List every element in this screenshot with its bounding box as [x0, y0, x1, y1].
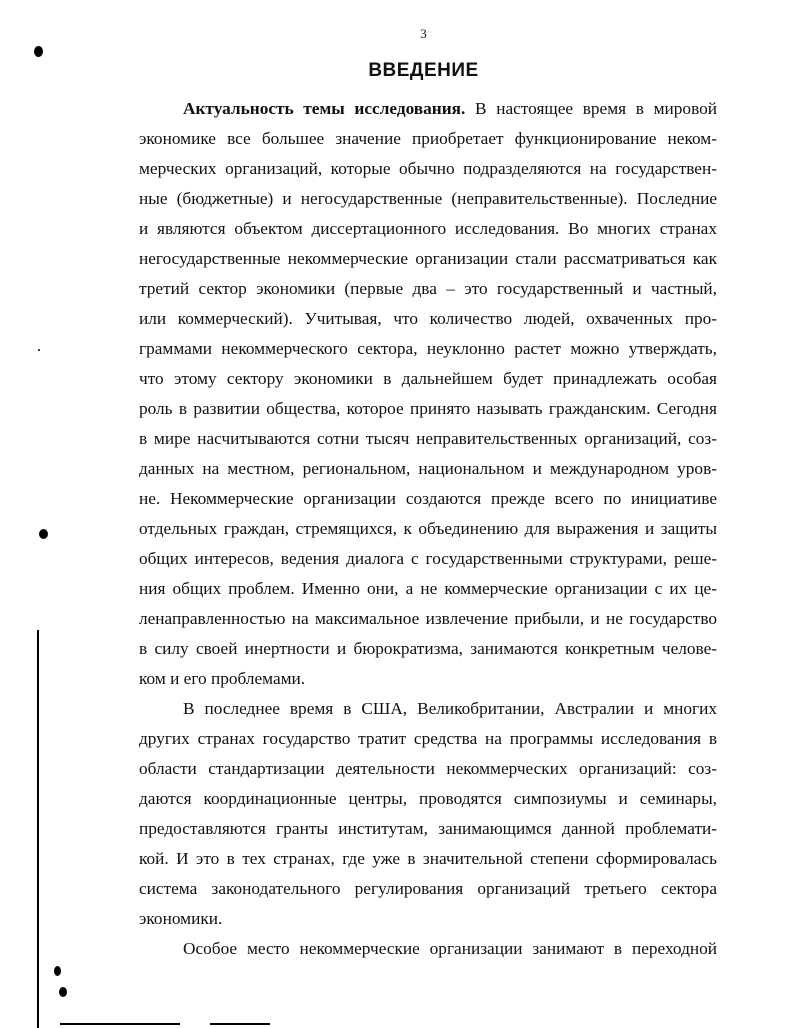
text-line: кой. И это в тех странах, где уже в значительной степени сформировалась	[139, 849, 717, 868]
scan-margin-line	[37, 630, 39, 1028]
text-line: даются координационные центры, проводятся симпозиумы и семинары,	[139, 789, 717, 808]
text-line: в силу своей инертности и бюрократизма, занимаются конкретным челове-	[139, 639, 717, 658]
paragraph-1	[139, 94, 717, 694]
text-line: и являются объектом диссертационного исследования. Во многих странах	[139, 219, 717, 238]
text-line: или коммерческий). Учитывая, что количество людей, охваченных про-	[139, 309, 717, 328]
text-line: Особое место некоммерческие организации занимают в переходной	[183, 939, 717, 958]
scan-speck	[59, 987, 67, 997]
scan-bottom-line	[210, 1023, 270, 1025]
text-line: ные (бюджетные) и негосударственные (неправительственные). Последние	[139, 189, 717, 208]
scan-speck	[39, 529, 48, 539]
text-line: экономике все большее значение приобретает функционирование неком-	[139, 129, 717, 148]
text-line: ния общих проблем. Именно они, а не коммерческие организации с их це-	[139, 579, 717, 598]
text-line: третий сектор экономики (первые два – это государственный и частный,	[139, 279, 717, 298]
text-line: мерческих организаций, которые обычно подразделяются на государствен-	[139, 159, 717, 178]
page-number: 3	[420, 26, 427, 41]
scan-speck	[34, 46, 43, 57]
text-line: области стандартизации деятельности некоммерческих организаций: соз-	[139, 759, 717, 778]
paragraph-3	[139, 934, 717, 964]
text-line: система законодательного регулирования организаций третьего сектора	[139, 879, 717, 898]
text-line: данных на местном, региональном, национальном и международном уров-	[139, 459, 717, 478]
text-line: роль в развитии общества, которое принято называть гражданским. Сегодня	[139, 399, 717, 418]
text-line: ком и его проблемами.	[139, 669, 306, 688]
document-body	[139, 94, 717, 964]
text-line: не. Некоммерческие организации создаются прежде всего по инициативе	[139, 489, 717, 508]
text-line: в мире насчитываются сотни тысяч неправительственных организаций, соз-	[139, 429, 717, 448]
scan-bottom-line	[60, 1023, 180, 1025]
text-line: что этому сектору экономики в дальнейшем будет принадлежать особая	[139, 369, 717, 388]
text-line: граммами некоммерческого сектора, неуклонно растет можно утверждать,	[139, 339, 717, 358]
text-line: отдельных граждан, стремящихся, к объединению для выражения и защиты	[139, 519, 717, 538]
paragraph-2	[139, 694, 717, 934]
lead-phrase: Актуальность темы исследования.	[183, 99, 466, 118]
scan-speck	[38, 349, 40, 351]
text-line: В последнее время в США, Великобритании, Австралии и многих	[183, 699, 717, 718]
page-title: ВВЕДЕНИЕ	[368, 60, 479, 81]
text-line: экономики.	[139, 909, 223, 928]
text-line: общих интересов, ведения диалога с государственными структурами, реше-	[139, 549, 717, 568]
text-line: Актуальность темы исследования. В настоящее время в мировой	[183, 99, 718, 118]
text-line: негосударственные некоммерческие организации стали рассматриваться как	[139, 249, 717, 268]
text-line: ленаправленностью на максимальное извлечение прибыли, и не государство	[139, 609, 717, 628]
text-line: других странах государство тратит средства на программы исследования в	[139, 729, 717, 748]
scan-speck	[54, 966, 61, 976]
text-line: предоставляются гранты институтам, занимающимся данной проблемати-	[139, 819, 717, 838]
